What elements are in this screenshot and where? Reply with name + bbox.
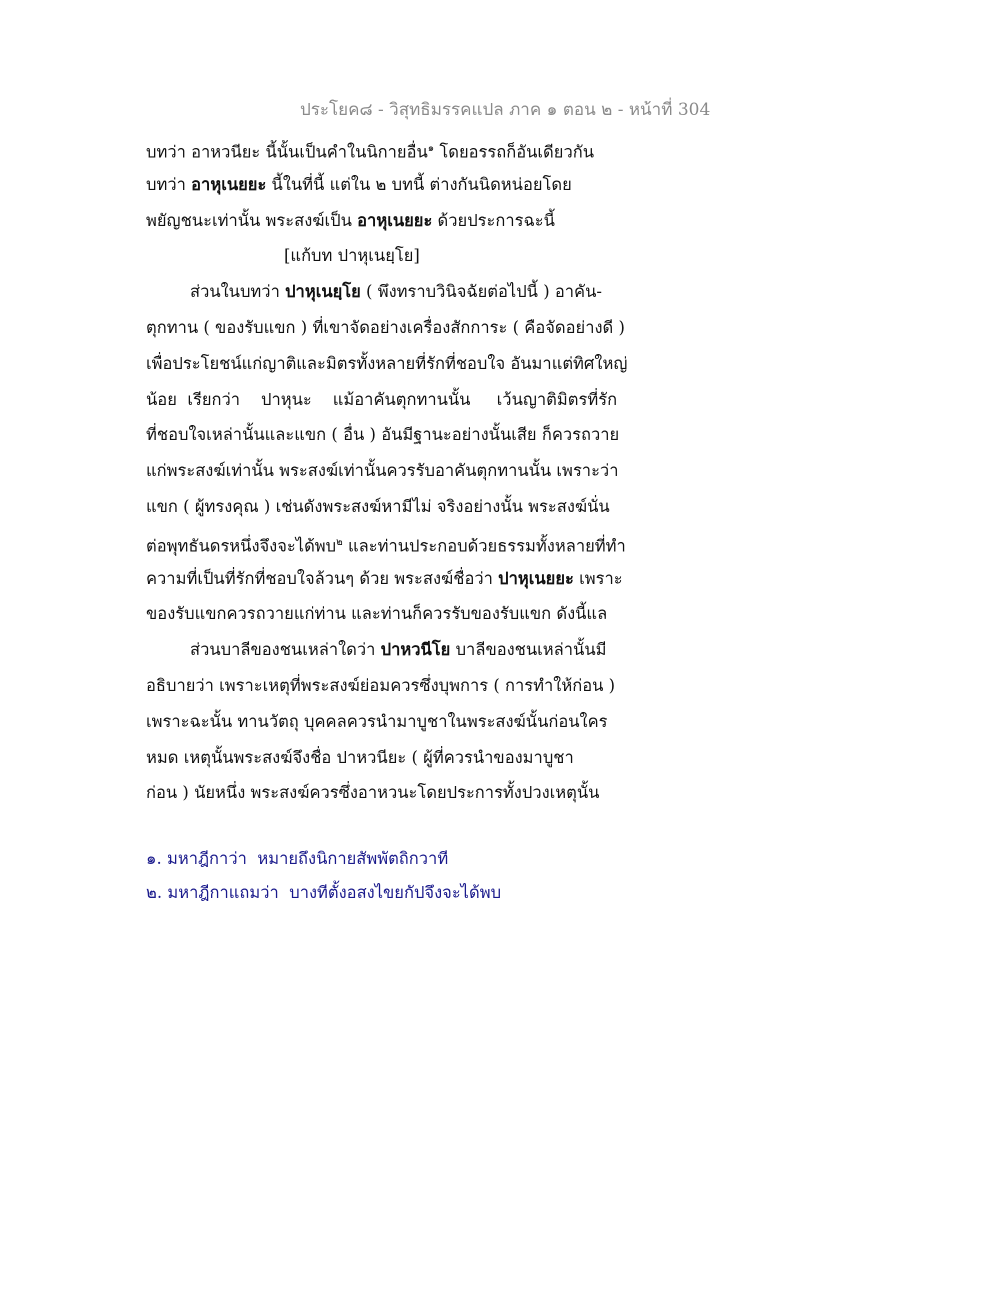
section-heading — [146, 238, 666, 274]
text-segment: ส่วนในบทว่า — [190, 282, 286, 302]
text-line — [146, 489, 666, 525]
text-segment: ที่ชอบใจเหล่านั้นและแขก ( อื่น ) อันมีฐานะอย่างนั้นเสีย ก็ควรถวาย — [146, 425, 620, 445]
bold-term: ปาหุเนยฺโย — [285, 282, 361, 302]
bold-term: อาหุเนยยะ — [357, 210, 433, 230]
text-segment: ของรับแขกควรถวายแก่ท่าน และท่านก็ควรรับของรับแขก ดังนี้แล — [146, 604, 608, 624]
text-line — [146, 668, 666, 704]
text-segment: และท่านประกอบด้วยธรรมทั้งหลายที่ทำ — [342, 536, 626, 556]
text-segment: เพื่อประโยชน์แก่ญาติและมิตรทั้งหลายที่รักที่ชอบใจ อันมาแต่ทิศใหญ่ — [146, 353, 628, 373]
text-line — [146, 346, 666, 382]
bold-term: ปาหุเนยยะ — [498, 568, 574, 588]
text-line — [146, 417, 666, 453]
text-segment: อธิบายว่า เพราะเหตุที่พระสงฆ์ย่อมควรซึ่งบุพการ ( การทำให้ก่อน ) — [146, 675, 616, 695]
text-segment: หมด เหตุนั้นพระสงฆ์จึงชื่อ ปาหวนียะ ( ผู้ที่ควรนำของมาบูชา — [146, 747, 574, 767]
text-segment: น้อย เรียกว่า ปาหุนะ แม้อาคันตุกทานนั้น เว้นญาติมิตรที่รัก — [146, 389, 618, 409]
text-segment: ความที่เป็นที่รักที่ชอบใจล้วนๆ ด้วย พระสงฆ์ชื่อว่า — [146, 568, 499, 588]
text-line — [146, 596, 666, 632]
text-segment: เพราะ — [573, 568, 623, 588]
text-segment: ตุกทาน ( ของรับแขก ) ที่เขาจัดอย่างเครื่องสักการะ ( คือจัดอย่างดี ) — [146, 317, 625, 337]
text-segment: ( พึงทราบวินิจฉัยต่อไปนี้ ) อาคัน- — [360, 282, 602, 302]
text-segment: เพราะฉะนั้น ทานวัตถุ บุคคลควรนำมาบูชาในพระสงฆ์นั้นก่อนใคร — [146, 711, 608, 731]
text-line — [146, 704, 666, 740]
page-header: ประโยค๘ - วิสุทธิมรรคแปล ภาค ๑ ตอน ๒ - หน้าที่ 304 — [300, 100, 711, 120]
text-segment: ส่วนบาลีของชนเหล่าใดว่า — [190, 640, 381, 660]
text-line — [146, 740, 666, 776]
text-segment: นี้ในที่นี้ แต่ใน ๒ บทนี้ ต่างกันนิดหน่อยโดย — [266, 174, 572, 194]
text-segment: บทว่า — [146, 174, 192, 194]
bold-term: อาหุเนยยะ — [191, 174, 267, 194]
text-line — [146, 561, 666, 597]
text-segment: แขก ( ผู้ทรงคุณ ) เช่นดังพระสงฆ์หามีไม่ จริงอย่างนั้น พระสงฆ์นั่น — [146, 496, 610, 516]
footnote: ๑. มหาฎีกาว่า หมายถึงนิกายสัพพัตถิกวาที — [146, 849, 449, 868]
text-line — [146, 203, 666, 239]
body-text — [146, 131, 666, 811]
text-segment: ต่อพุทธันดรหนึ่งจึงจะได้พบ — [146, 536, 337, 556]
text-line — [146, 131, 666, 167]
text-segment: ก่อน ) นัยหนึ่ง พระสงฆ์ควรซึ่งอาหวนะโดยประการทั้งปวงเหตุนั้น — [146, 783, 600, 803]
text-segment: โดยอรรถก็อันเดียวกัน — [434, 142, 594, 162]
footnote: ๒. มหาฎีกาแถมว่า บางทีตั้งอสงไขยกัปจึงจะได้พบ — [146, 883, 502, 902]
text-line — [146, 274, 666, 310]
footnote-marker: ๒ — [336, 536, 343, 548]
footnote-marker: ๑ — [427, 143, 435, 154]
text-segment: แก่พระสงฆ์เท่านั้น พระสงฆ์เท่านั้นควรรับอาคันตุกทานนั้น เพราะว่า — [146, 461, 619, 481]
text-line — [146, 382, 666, 418]
bold-term: ปาหวนีโย — [380, 640, 451, 660]
text-segment: [แก้บท ปาหุเนยฺโย] — [284, 246, 420, 266]
text-line — [146, 167, 666, 203]
text-line — [146, 632, 666, 668]
text-segment: ด้วยประการฉะนี้ — [432, 210, 555, 230]
text-line — [146, 310, 666, 346]
text-segment: พยัญชนะเท่านั้น พระสงฆ์เป็น — [146, 210, 358, 230]
text-line — [146, 525, 666, 561]
text-line — [146, 775, 666, 811]
text-segment: บาลีของชนเหล่านั้นมี — [450, 640, 607, 660]
footnotes — [146, 842, 666, 910]
text-segment: บทว่า อาหวนียะ นี้นั้นเป็นคำในนิกายอื่น — [146, 142, 428, 162]
text-line — [146, 453, 666, 489]
